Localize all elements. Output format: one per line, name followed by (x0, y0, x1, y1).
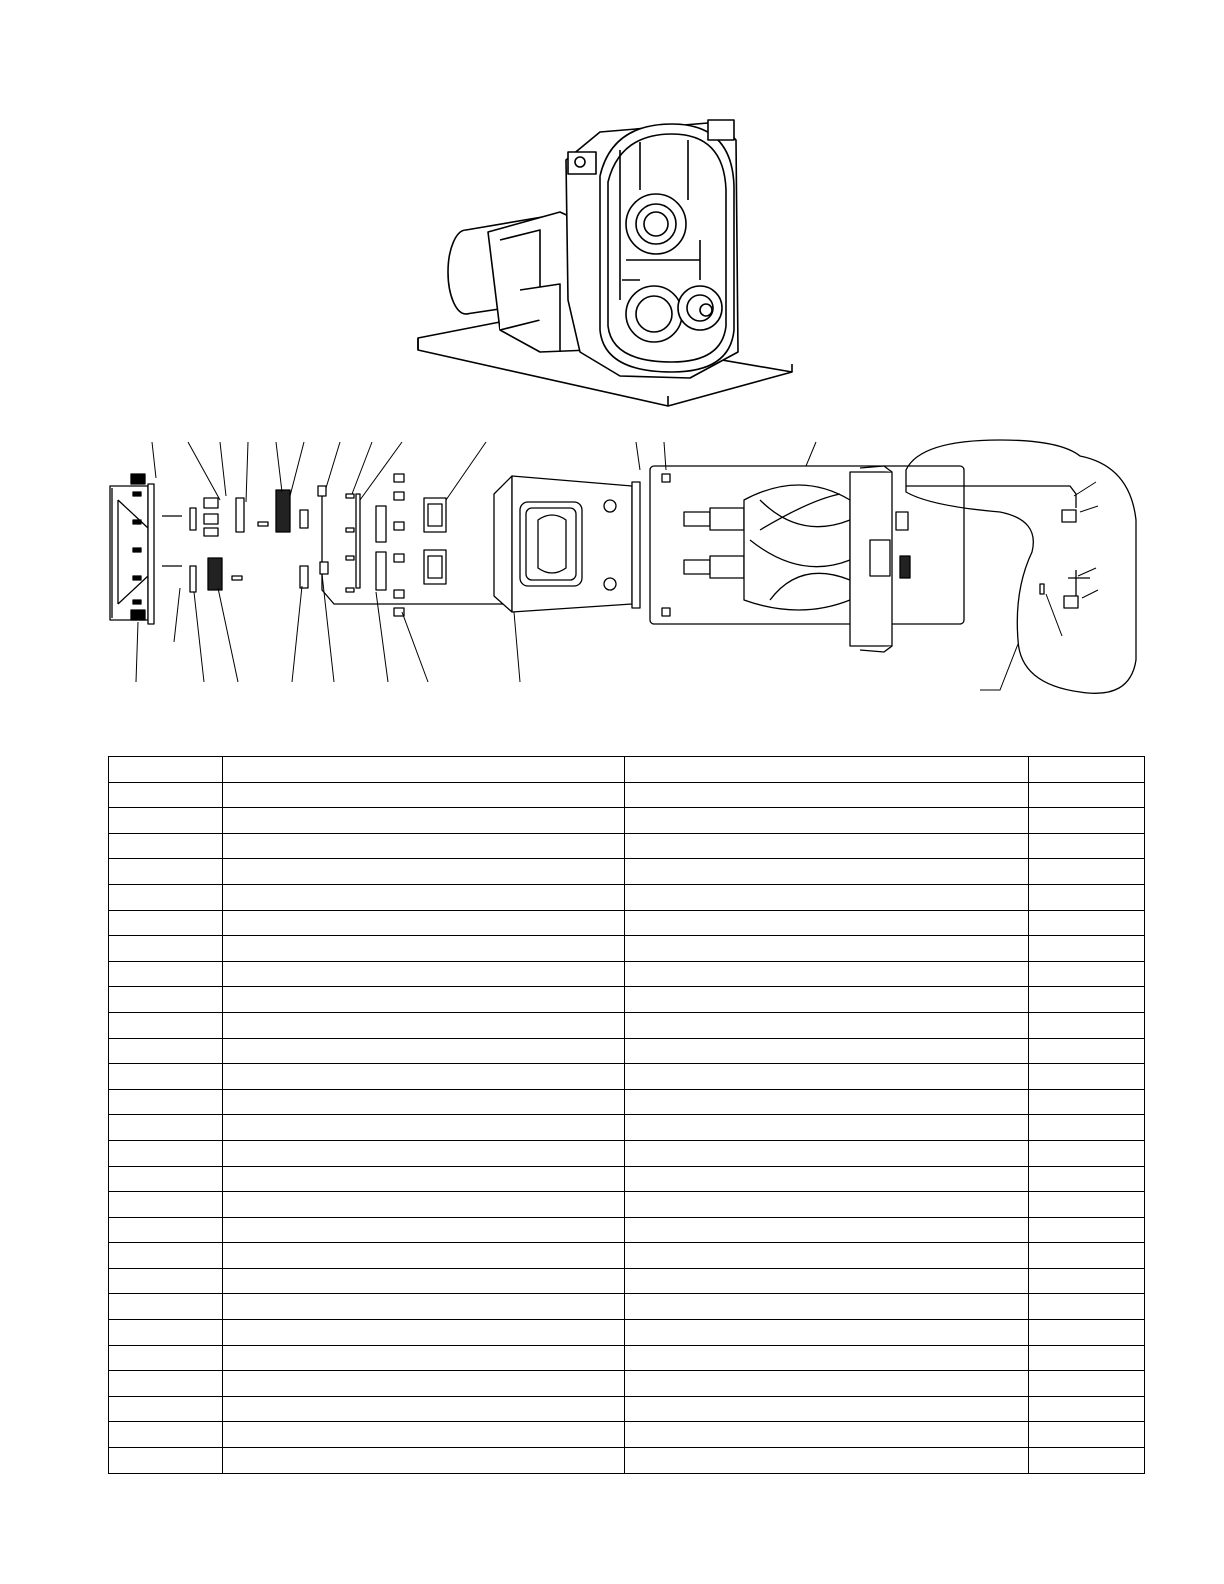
table-cell (625, 884, 1029, 910)
table-cell (223, 782, 625, 808)
table-row (109, 808, 1145, 834)
table-cell (625, 1268, 1029, 1294)
table-cell (109, 1345, 223, 1371)
table-cell (1029, 961, 1145, 987)
table-cell (109, 1038, 223, 1064)
table-cell (223, 1422, 625, 1448)
table-cell (223, 859, 625, 885)
table-cell (223, 1294, 625, 1320)
table-cell (625, 1140, 1029, 1166)
table-row (109, 1166, 1145, 1192)
table-cell (1029, 1422, 1145, 1448)
table-cell (625, 1038, 1029, 1064)
parts-table-body (109, 757, 1145, 1474)
table-row (109, 1115, 1145, 1141)
table-cell (223, 987, 625, 1013)
table-row (109, 1371, 1145, 1397)
table-cell (625, 1396, 1029, 1422)
table-cell (223, 1089, 625, 1115)
table-cell (223, 1192, 625, 1218)
table-header-cell (625, 757, 1029, 783)
table-cell (109, 1396, 223, 1422)
table-cell (223, 1243, 625, 1269)
table-row (109, 1422, 1145, 1448)
table-cell (625, 782, 1029, 808)
table-cell (109, 1320, 223, 1346)
table-row (109, 859, 1145, 885)
table-cell (1029, 884, 1145, 910)
table-cell (223, 1320, 625, 1346)
table-cell (1029, 1192, 1145, 1218)
table-cell (109, 1115, 223, 1141)
table-cell (109, 1192, 223, 1218)
table-row (109, 1396, 1145, 1422)
table-cell (109, 808, 223, 834)
table-cell (1029, 1371, 1145, 1397)
table-cell (109, 782, 223, 808)
table-cell (625, 1166, 1029, 1192)
table-cell (625, 1217, 1029, 1243)
table-cell (223, 1115, 625, 1141)
parts-list-table (108, 756, 1145, 1474)
table-cell (1029, 1268, 1145, 1294)
table-row (109, 961, 1145, 987)
table-row (109, 1064, 1145, 1090)
table-cell (625, 987, 1029, 1013)
table-header-cell (1029, 757, 1145, 783)
table-cell (223, 808, 625, 834)
table-row (109, 1192, 1145, 1218)
table-cell (223, 833, 625, 859)
table-cell (625, 1345, 1029, 1371)
table-cell (1029, 1166, 1145, 1192)
table-cell (109, 936, 223, 962)
table-row (109, 1012, 1145, 1038)
table-cell (1029, 833, 1145, 859)
table-cell (625, 1422, 1029, 1448)
table-cell (1029, 1217, 1145, 1243)
table-cell (109, 1140, 223, 1166)
table-row (109, 910, 1145, 936)
table-cell (1029, 1243, 1145, 1269)
table-cell (1029, 1448, 1145, 1474)
table-header-cell (109, 757, 223, 783)
table-cell (625, 1012, 1029, 1038)
table-cell (1029, 1038, 1145, 1064)
table-row (109, 1268, 1145, 1294)
table-cell (625, 936, 1029, 962)
table-cell (1029, 1115, 1145, 1141)
table-cell (625, 1243, 1029, 1269)
table-cell (625, 833, 1029, 859)
table-row (109, 1320, 1145, 1346)
table-cell (223, 910, 625, 936)
table-row (109, 884, 1145, 910)
table-cell (109, 884, 223, 910)
table-cell (109, 1448, 223, 1474)
table-cell (625, 859, 1029, 885)
table-cell (109, 1064, 223, 1090)
table-cell (109, 961, 223, 987)
table-cell (1029, 936, 1145, 962)
table-cell (109, 1166, 223, 1192)
table-cell (223, 1064, 625, 1090)
table-row (109, 1089, 1145, 1115)
table-cell (1029, 1064, 1145, 1090)
table-row (109, 782, 1145, 808)
table-cell (223, 936, 625, 962)
table-row (109, 1217, 1145, 1243)
exploded-parts-diagram (0, 0, 1224, 720)
table-cell (109, 1268, 223, 1294)
table-cell (625, 1320, 1029, 1346)
table-cell (223, 1371, 625, 1397)
table-cell (223, 1217, 625, 1243)
table-cell (223, 1166, 625, 1192)
table-cell (625, 1448, 1029, 1474)
table-cell (109, 1243, 223, 1269)
table-row (109, 1038, 1145, 1064)
table-cell (223, 1396, 625, 1422)
table-cell (625, 910, 1029, 936)
table-cell (1029, 987, 1145, 1013)
table-row (109, 1448, 1145, 1474)
table-cell (1029, 808, 1145, 834)
table-header-row (109, 757, 1145, 783)
table-row (109, 1345, 1145, 1371)
table-cell (625, 1294, 1029, 1320)
table-cell (223, 1345, 625, 1371)
table-cell (625, 1192, 1029, 1218)
table-cell (223, 1012, 625, 1038)
table-cell (109, 1012, 223, 1038)
table-cell (625, 1115, 1029, 1141)
table-cell (625, 961, 1029, 987)
table-cell (109, 1089, 223, 1115)
table-header-cell (223, 757, 625, 783)
table-cell (625, 1371, 1029, 1397)
table-cell (625, 808, 1029, 834)
table-cell (223, 1140, 625, 1166)
table-cell (1029, 1012, 1145, 1038)
table-cell (1029, 1345, 1145, 1371)
table-cell (109, 1217, 223, 1243)
table-cell (109, 833, 223, 859)
table-cell (1029, 1294, 1145, 1320)
table-cell (223, 884, 625, 910)
table-cell (109, 859, 223, 885)
table-cell (109, 1371, 223, 1397)
table-cell (109, 910, 223, 936)
table-row (109, 1140, 1145, 1166)
table-row (109, 987, 1145, 1013)
table-row (109, 936, 1145, 962)
table-row (109, 833, 1145, 859)
table-cell (1029, 782, 1145, 808)
table-cell (1029, 1320, 1145, 1346)
table-cell (109, 987, 223, 1013)
table-cell (109, 1294, 223, 1320)
table-cell (223, 1038, 625, 1064)
table-cell (223, 1268, 625, 1294)
table-row (109, 1294, 1145, 1320)
table-cell (1029, 1396, 1145, 1422)
table-cell (625, 1089, 1029, 1115)
table-cell (109, 1422, 223, 1448)
table-row (109, 1243, 1145, 1269)
table-cell (625, 1064, 1029, 1090)
table-cell (223, 1448, 625, 1474)
table-cell (1029, 1140, 1145, 1166)
table-cell (223, 961, 625, 987)
table-cell (1029, 1089, 1145, 1115)
table-cell (1029, 859, 1145, 885)
table-cell (1029, 910, 1145, 936)
